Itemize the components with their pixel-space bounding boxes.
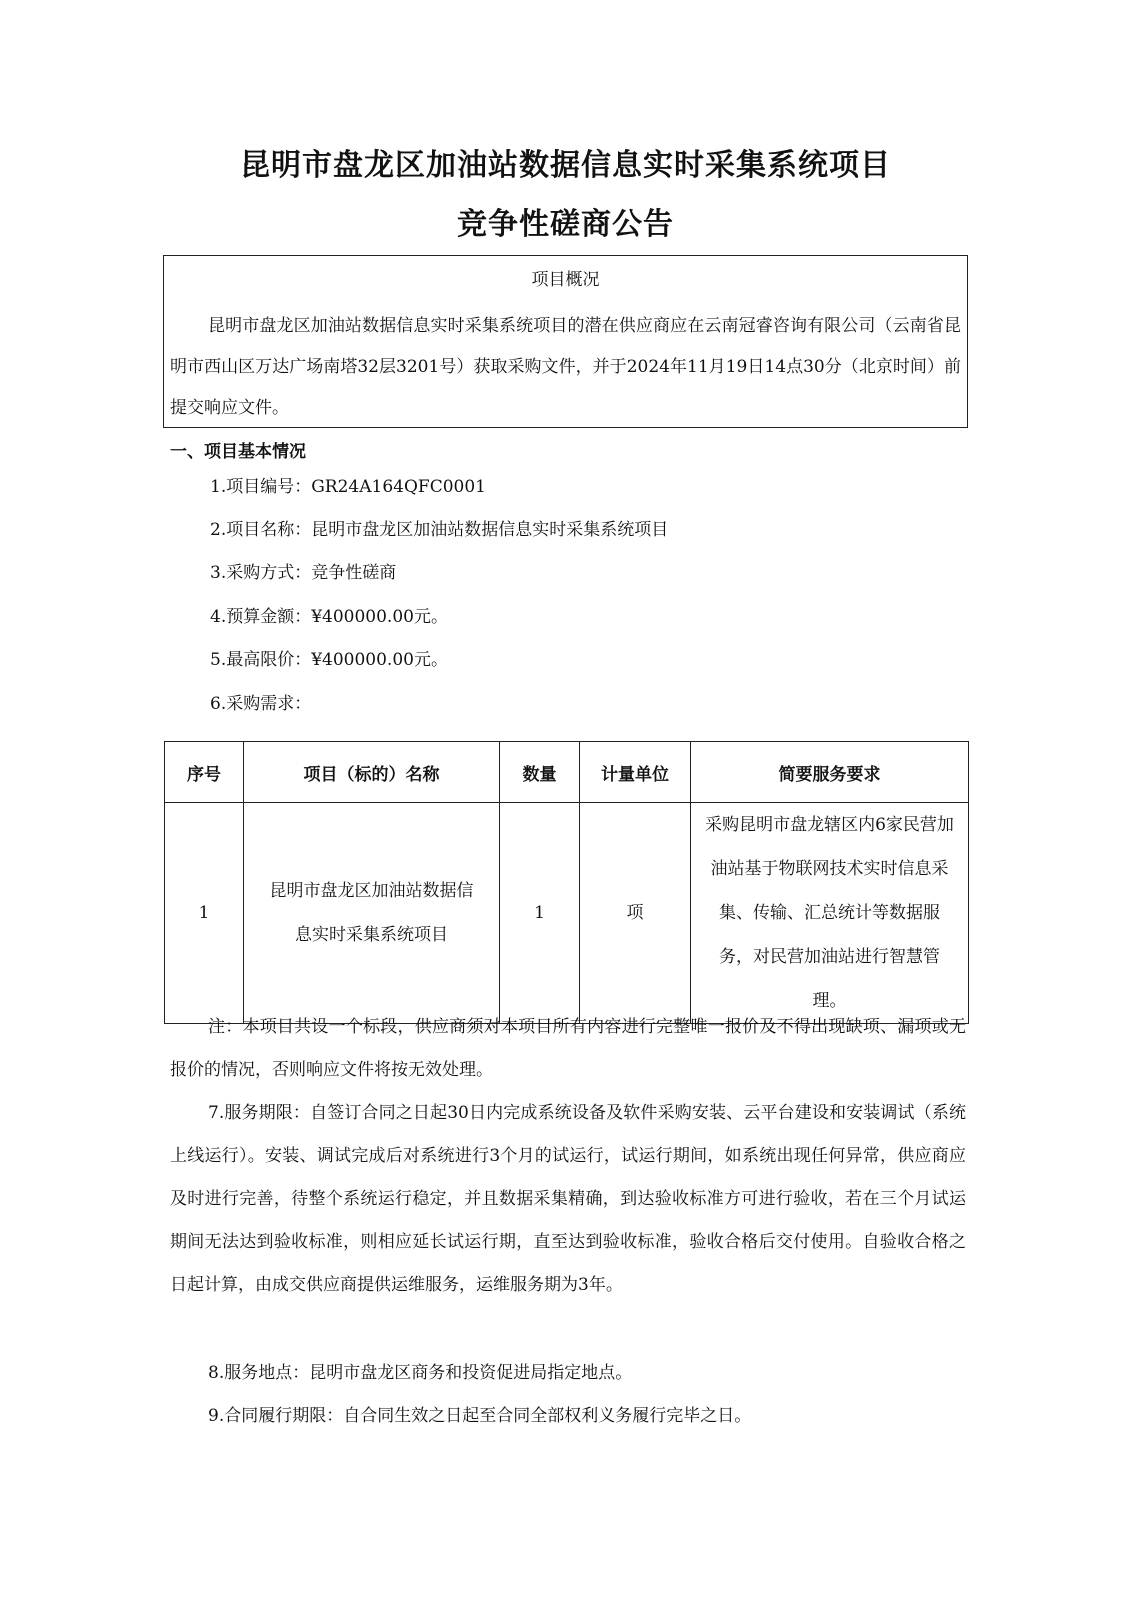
item-requirements: 6.采购需求： [210, 694, 312, 714]
table-note: 注：本项目共设一个标段，供应商须对本项目所有内容进行完整唯一报价及不得出现缺项、漏项或无报价的情况，否则响应文件将按无效处理。 [170, 1017, 966, 1080]
col-header-no: 序号 [165, 742, 244, 803]
document-subtitle: 竞争性磋商公告 [457, 207, 674, 242]
cell-name [244, 803, 500, 1024]
document-title: 昆明市盘龙区加油站数据信息实时采集系统项目 [240, 148, 891, 183]
overview-body: 昆明市盘龙区加油站数据信息实时采集系统项目的潜在供应商应在云南冠睿咨询有限公司（云南省昆明市西山区万达广场南塔32层3201号）获取采购文件，并于2024年11月19日14点30分（北京时间）前提交响应文件。 [170, 316, 961, 418]
cell-unit: 项 [580, 803, 691, 1024]
cell-no: 1 [165, 803, 244, 1024]
cell-name-text: 昆明市盘龙区加油站数据信息实时采集系统项目 [269, 881, 474, 945]
project-overview-box [163, 255, 968, 428]
item-service-period: 7.服务期限：自签订合同之日起30日内完成系统设备及软件采购安装、云平台建设和安装调试（系统上线运行）。安装、调试完成后对系统进行3个月的试运行，试运行期间，如系统出现任何异常，供应商应及时进行完善，待整个系统运行稳定，并且数据采集精确，到达验收标准方可进行验收，若在三个月试运期间无法达到验收标准，则相应延长试运行期，直至达到验收标准，验收合格后交付使用。自验收合格之日起计算，由成交供应商提供运维服务，运维服务期为3年。 [170, 1103, 966, 1295]
cell-requirement-text: 采购昆明市盘龙辖区内6家民营加油站基于物联网技术实时信息采集、传输、汇总统计等数据服务，对民营加油站进行智慧管理。 [705, 815, 954, 1011]
section-heading-basic-info: 一、项目基本情况 [170, 442, 306, 462]
cell-requirement [691, 803, 969, 1024]
item-procurement-method: 3.采购方式：竞争性磋商 [210, 563, 397, 583]
requirements-table [164, 741, 969, 1024]
col-header-quantity: 数量 [500, 742, 580, 803]
item-budget: 4.预算金额：¥400000.00元。 [210, 607, 448, 627]
col-header-unit: 计量单位 [580, 742, 691, 803]
table-header-row [165, 742, 969, 803]
item-contract-period: 9.合同履行期限：自合同生效之日起至合同全部权利义务履行完毕之日。 [208, 1406, 752, 1426]
item-service-location: 8.服务地点：昆明市盘龙区商务和投资促进局指定地点。 [208, 1363, 633, 1383]
table-row [165, 803, 969, 1024]
item-project-name: 2.项目名称：昆明市盘龙区加油站数据信息实时采集系统项目 [210, 520, 669, 540]
item-project-number: 1.项目编号：GR24A164QFC0001 [210, 477, 486, 497]
col-header-name: 项目（标的）名称 [244, 742, 500, 803]
overview-heading: 项目概况 [531, 270, 600, 290]
col-header-requirement: 简要服务要求 [691, 742, 969, 803]
item-max-price: 5.最高限价：¥400000.00元。 [210, 650, 448, 670]
cell-quantity: 1 [500, 803, 580, 1024]
